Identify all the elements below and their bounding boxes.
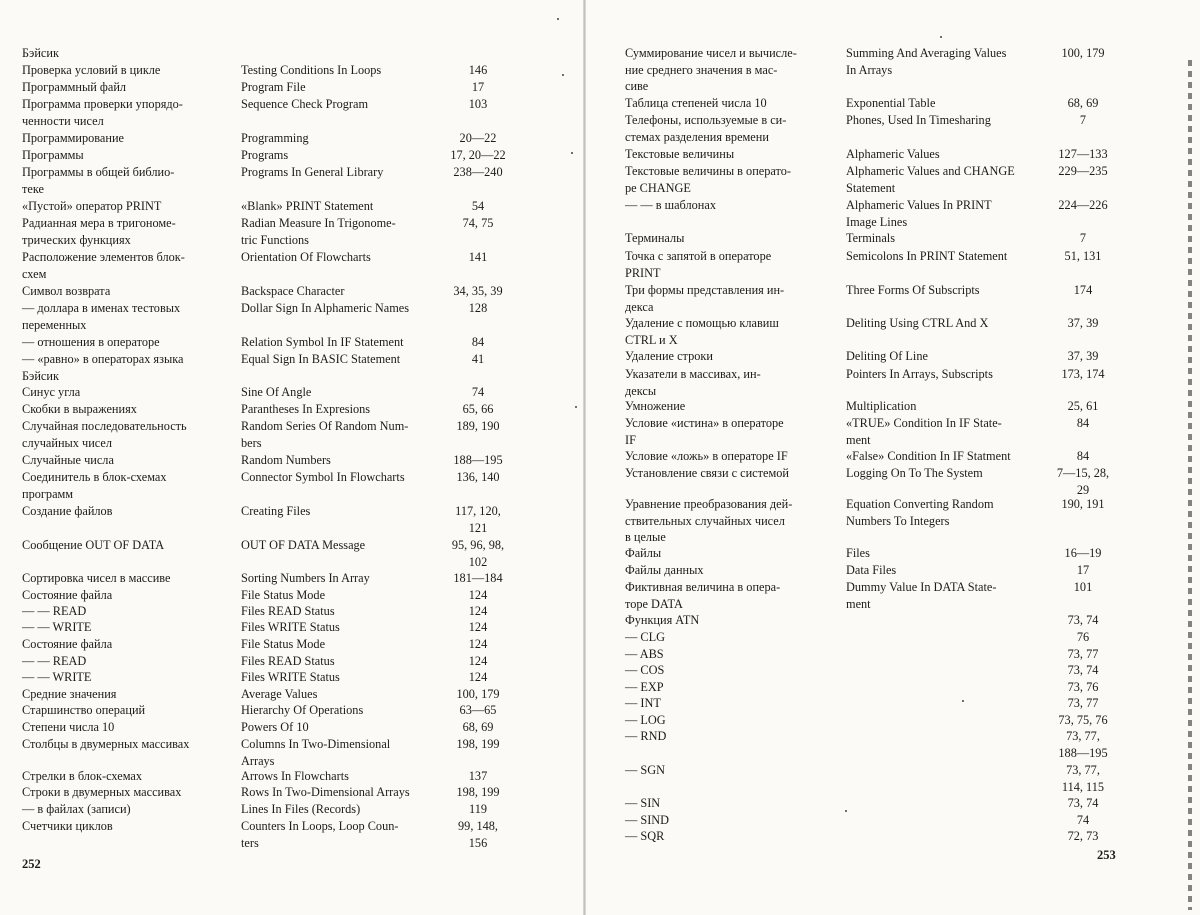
index-term-russian: — — WRITE (22, 620, 92, 634)
left-page-number: 252 (22, 857, 41, 871)
index-term-russian: Степени числа 10 (22, 720, 115, 734)
index-page-refs: 137 (468, 769, 488, 783)
index-term-russian: Случайная последовательность случайных чисел (22, 419, 187, 450)
index-term-russian: — CLG (625, 630, 665, 644)
index-term-russian: Сортировка чисел в массиве (22, 571, 171, 585)
index-term-russian: Точка с запятой в операторе PRINT (625, 249, 772, 280)
index-page-refs: 68, 69 (1067, 96, 1099, 110)
index-page-refs: 74 (1076, 813, 1090, 827)
index-term-russian: Сообщение OUT OF DATA (22, 538, 165, 552)
index-term-russian: Стрелки в блок-схемах (22, 769, 143, 783)
index-page-refs: 127—133 (1058, 147, 1108, 161)
index-page-refs: 54 (471, 199, 485, 213)
index-term-english: Summing And Averaging Values In Arrays (846, 46, 1007, 77)
index-term-english: Dummy Value In DATA State- ment (846, 580, 997, 611)
index-term-english: Phones, Used In Timesharing (846, 113, 991, 127)
index-term-english: Sequence Check Program (241, 97, 369, 111)
index-page-refs: 25, 61 (1067, 399, 1099, 413)
index-term-english: Files WRITE Status (241, 620, 340, 634)
index-term-english: Deliting Using CTRL And X (846, 316, 989, 330)
index-page-refs: 17 (1076, 563, 1090, 577)
index-term-russian: Синус угла (22, 385, 81, 399)
index-page-refs: 17 (471, 80, 485, 94)
index-term-russian: Таблица степеней числа 10 (625, 96, 767, 110)
index-term-english: Data Files (846, 563, 897, 577)
index-term-russian: Создание файлов (22, 504, 113, 518)
index-page-refs: 73, 77 (1067, 647, 1099, 661)
index-term-english: Rows In Two-Dimensional Arrays (241, 785, 410, 799)
index-term-english: Files WRITE Status (241, 670, 340, 684)
index-page-refs: 7 (1079, 113, 1087, 127)
index-term-russian: «Пустой» оператор PRINT (22, 199, 162, 213)
index-term-english: Pointers In Arrays, Subscripts (846, 367, 993, 381)
index-term-russian: — SIN (625, 796, 661, 810)
index-term-russian: Состояние файла (22, 637, 113, 651)
index-term-russian: — RND (625, 729, 667, 743)
index-page-refs: 37, 39 (1067, 316, 1099, 330)
index-term-english: «TRUE» Condition In IF State- ment (846, 416, 1002, 447)
index-term-english: Semicolons In PRINT Statement (846, 249, 1008, 263)
index-term-russian: — отношения в операторе (22, 335, 160, 349)
index-page-refs: 73, 77, 188—195 (1058, 729, 1108, 760)
index-term-russian: Программный файл (22, 80, 127, 94)
index-page-refs: 84 (1076, 416, 1090, 430)
index-page-refs: 73, 76 (1067, 680, 1099, 694)
index-term-russian: Столбцы в двумерных массивах (22, 737, 190, 751)
index-term-russian: — SGN (625, 763, 665, 777)
index-page-refs: 136, 140 (456, 470, 500, 484)
index-term-russian: Суммирование чисел и вычисле- ние среднего значения в мас- сиве (625, 46, 797, 93)
index-page-refs: 189, 190 (456, 419, 500, 433)
index-term-russian: Старшинство операций (22, 703, 146, 717)
index-term-english: Relation Symbol In IF Statement (241, 335, 404, 349)
index-page-refs: 124 (468, 654, 488, 668)
index-page-refs: 198, 199 (456, 785, 500, 799)
index-term-russian: — INT (625, 696, 661, 710)
index-term-russian: — SQR (625, 829, 665, 843)
right-page-number: 253 (1097, 848, 1116, 862)
index-term-russian: Уравнение преобразования дей- ствительных случайных чисел в целые (625, 497, 793, 544)
index-term-english: File Status Mode (241, 588, 326, 602)
index-term-english: Multiplication (846, 399, 917, 413)
index-term-english: Lines In Files (Records) (241, 802, 361, 816)
index-term-russian: Программа проверки упорядо- ченности чисел (22, 97, 183, 128)
index-page-refs: 146 (468, 63, 488, 77)
index-term-russian: — «равно» в операторах языка Бэйсик (22, 352, 184, 383)
index-term-russian: — SIND (625, 813, 670, 827)
index-term-russian: — — в шаблонах (625, 198, 716, 212)
scan-edge-smudge (1188, 60, 1192, 910)
left-index-entries (0, 0, 585, 915)
index-page-refs: 141 (468, 250, 488, 264)
index-term-russian: Файлы (625, 546, 662, 560)
index-term-russian: Строки в двумерных массивах (22, 785, 182, 799)
index-term-russian: Программирование (22, 131, 124, 145)
index-page-refs: 124 (468, 588, 488, 602)
index-term-russian: Расположение элементов блок- схем (22, 250, 185, 281)
index-term-english: Sorting Numbers In Array (241, 571, 370, 585)
index-page-refs: 103 (468, 97, 488, 111)
index-term-english: Hierarchy Of Operations (241, 703, 364, 717)
index-term-russian: Удаление строки (625, 349, 713, 363)
index-page-refs: 128 (468, 301, 488, 315)
index-term-russian: Текстовые величины в операто- ре CHANGE (625, 164, 791, 195)
index-term-russian: Условие «истина» в операторе IF (625, 416, 784, 447)
index-term-russian: Установление связи с системой (625, 466, 789, 480)
index-term-russian: — EXP (625, 680, 664, 694)
index-page-refs: 188—195 (453, 453, 503, 467)
index-term-english: Columns In Two-Dimensional Arrays (241, 737, 391, 768)
index-page-refs: 41 (471, 352, 485, 366)
index-page-refs: 101 (1073, 580, 1093, 594)
index-term-english: Backspace Character (241, 284, 345, 298)
index-term-english: Programming (241, 131, 309, 145)
index-page-refs: 20—22 (459, 131, 497, 145)
index-page-refs: 73, 75, 76 (1058, 713, 1108, 727)
index-term-english: Equation Converting Random Numbers To Integers (846, 497, 994, 528)
index-term-english: Equal Sign In BASIC Statement (241, 352, 401, 366)
index-term-russian: Символ возврата (22, 284, 111, 298)
index-term-russian: Телефоны, используемые в си- стемах разделения времени (625, 113, 787, 144)
index-term-english: Dollar Sign In Alphameric Names (241, 301, 410, 315)
index-term-russian: Случайные числа (22, 453, 114, 467)
index-term-english: Average Values (241, 687, 318, 701)
right-page (585, 0, 1200, 915)
index-page-refs: 34, 35, 39 (453, 284, 503, 298)
index-term-russian: Терминалы (625, 231, 685, 245)
index-term-english: «False» Condition In IF Statment (846, 449, 1011, 463)
index-term-english: Programs (241, 148, 289, 162)
index-term-english: Counters In Loops, Loop Coun- ters (241, 819, 399, 850)
index-term-english: Testing Conditions In Loops (241, 63, 382, 77)
index-term-english: Files (846, 546, 870, 560)
index-term-russian: Радианная мера в тригономе- трических функциях (22, 216, 176, 247)
index-term-russian: Текстовые величины (625, 147, 735, 161)
index-term-english: Creating Files (241, 504, 311, 518)
index-page-refs: 119 (469, 802, 487, 816)
index-term-english: Exponential Table (846, 96, 936, 110)
index-term-english: Alphameric Values and CHANGE Statement (846, 164, 1015, 195)
index-term-russian: — COS (625, 663, 665, 677)
index-page-refs: 7—15, 28, 29 (1056, 466, 1110, 497)
index-term-english: Arrows In Flowcharts (241, 769, 349, 783)
index-term-russian: — доллара в именах тестовых переменных (22, 301, 181, 332)
index-page-refs: 76 (1076, 630, 1090, 644)
index-term-russian: Программы (22, 148, 84, 162)
index-page-refs: 190, 191 (1061, 497, 1105, 511)
index-term-english: Random Numbers (241, 453, 331, 467)
index-term-russian: — — READ (22, 654, 87, 668)
index-page-refs: 73, 77 (1067, 696, 1099, 710)
index-page-refs: 51, 131 (1064, 249, 1102, 263)
index-page-refs: 17, 20—22 (450, 148, 506, 162)
index-term-russian: — — READ (22, 604, 87, 618)
index-page-refs: 73, 74 (1067, 796, 1099, 810)
index-term-russian: — — WRITE (22, 670, 92, 684)
index-term-english: Random Series Of Random Num- bers (241, 419, 409, 450)
index-page-refs: 99, 148, 156 (458, 819, 498, 850)
index-page-refs: 124 (468, 604, 488, 618)
index-term-russian: Соединитель в блок-схемах программ (22, 470, 167, 501)
index-term-english: Powers Of 10 (241, 720, 309, 734)
index-term-english: File Status Mode (241, 637, 326, 651)
index-term-english: Program File (241, 80, 306, 94)
index-term-russian: Условие «ложь» в операторе IF (625, 449, 788, 463)
index-term-english: Sine Of Angle (241, 385, 312, 399)
index-term-english: «Blank» PRINT Statement (241, 199, 374, 213)
index-page-refs: 63—65 (459, 703, 497, 717)
index-term-english: Three Forms Of Subscripts (846, 283, 980, 297)
index-page-refs: 100, 179 (456, 687, 500, 701)
index-page-refs: 238—240 (453, 165, 503, 179)
index-term-english: OUT OF DATA Message (241, 538, 366, 552)
index-term-russian: Состояние файла (22, 588, 113, 602)
index-term-english: Files READ Status (241, 654, 335, 668)
index-term-russian: Указатели в массивах, ин- дексы (625, 367, 761, 398)
index-term-english: Deliting Of Line (846, 349, 928, 363)
index-term-russian: Скобки в выражениях (22, 402, 137, 416)
index-term-english: Programs In General Library (241, 165, 384, 179)
index-term-russian: Проверка условий в цикле (22, 63, 161, 77)
index-term-russian: Функция ATN (625, 613, 700, 627)
index-page-refs: 72, 73 (1067, 829, 1099, 843)
index-page-refs: 95, 96, 98, 102 (451, 538, 505, 569)
index-term-russian: Файлы данных (625, 563, 704, 577)
index-term-russian: — в файлах (записи) (22, 802, 131, 816)
index-page-refs: 173, 174 (1061, 367, 1105, 381)
index-term-russian: — LOG (625, 713, 666, 727)
index-page-refs: 84 (471, 335, 485, 349)
index-term-russian: Счетчики циклов (22, 819, 113, 833)
left-page (0, 0, 585, 915)
index-page-refs: 73, 74 (1067, 663, 1099, 677)
index-page-refs: 16—19 (1064, 546, 1102, 560)
index-term-russian: Три формы представления ин- декса (625, 283, 785, 314)
index-page-refs: 84 (1076, 449, 1090, 463)
index-page-refs: 73, 77, 114, 115 (1061, 763, 1105, 794)
index-term-english: Orientation Of Flowcharts (241, 250, 371, 264)
index-page-refs: 117, 120, 121 (455, 504, 501, 535)
index-page-refs: 7 (1079, 231, 1087, 245)
index-page-refs: 65, 66 (462, 402, 494, 416)
index-term-english: Logging On To The System (846, 466, 983, 480)
index-term-russian: Умножение (625, 399, 686, 413)
index-page-refs: 174 (1073, 283, 1093, 297)
index-term-russian: Удаление с помощью клавиш CTRL и X (625, 316, 779, 347)
index-page-refs: 124 (468, 670, 488, 684)
index-term-russian: Средние значения (22, 687, 117, 701)
index-page-refs: 73, 74 (1067, 613, 1099, 627)
index-term-russian: Фиктивная величина в опера- торе DATA (625, 580, 781, 611)
index-page-refs: 100, 179 (1061, 46, 1105, 60)
index-page-refs: 198, 199 (456, 737, 500, 751)
index-term-english: Alphameric Values In PRINT Image Lines (846, 198, 992, 229)
index-page-refs: 181—184 (453, 571, 503, 585)
index-page-refs: 37, 39 (1067, 349, 1099, 363)
index-page-refs: 124 (468, 620, 488, 634)
index-page-refs: 74, 75 (462, 216, 494, 230)
index-page-refs: 68, 69 (462, 720, 494, 734)
index-term-english: Alphameric Values (846, 147, 940, 161)
index-term-russian: Бэйсик (22, 46, 59, 60)
index-page-refs: 224—226 (1058, 198, 1108, 212)
index-page-refs: 124 (468, 637, 488, 651)
index-term-english: Connector Symbol In Flowcharts (241, 470, 405, 484)
index-term-english: Radian Measure In Trigonome- tric Functions (241, 216, 396, 247)
index-term-russian: Программы в общей библио- теке (22, 165, 175, 196)
right-index-entries (585, 0, 1200, 915)
index-term-russian: — ABS (625, 647, 664, 661)
index-term-english: Terminals (846, 231, 895, 245)
index-term-english: Files READ Status (241, 604, 335, 618)
index-page-refs: 74 (471, 385, 485, 399)
index-page-refs: 229—235 (1058, 164, 1108, 178)
index-term-english: Parantheses In Expresions (241, 402, 371, 416)
